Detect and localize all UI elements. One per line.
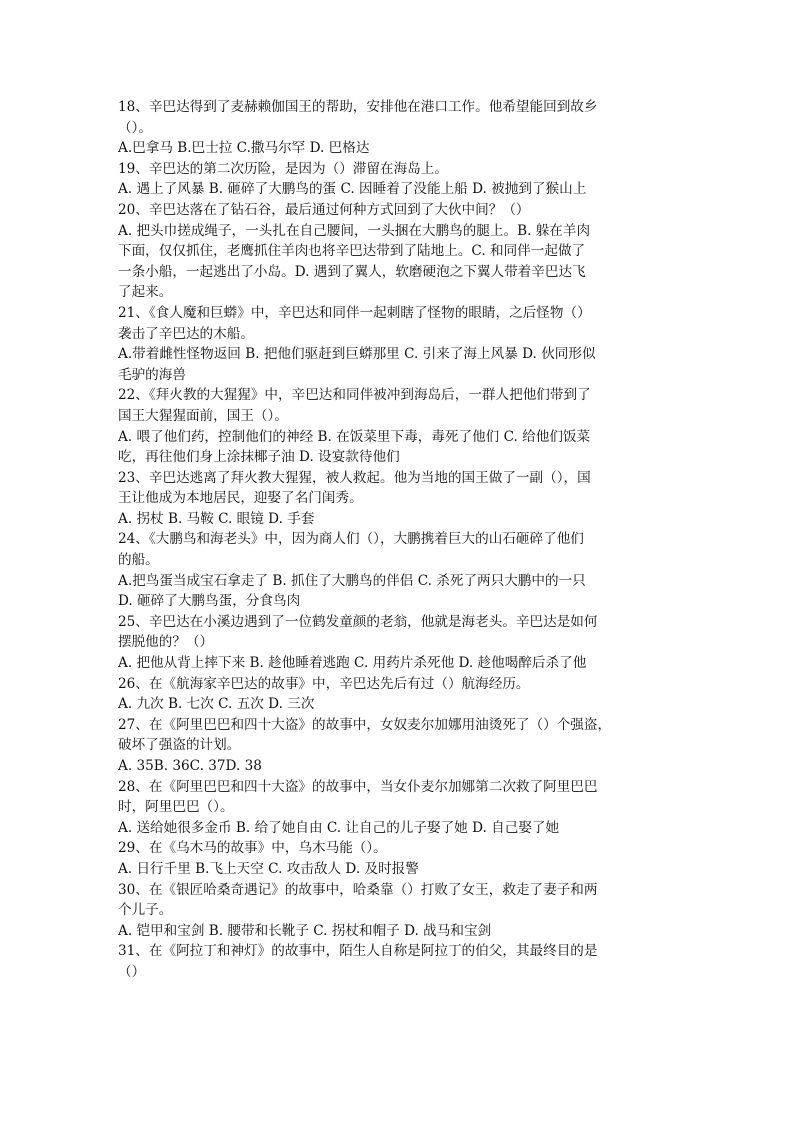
text-line: 袭击了辛巴达的木船。	[118, 325, 254, 342]
text-line: 一条小船，一起逃出了小岛。D. 遇到了翼人，软磨硬泡之下翼人带着辛巴达飞	[118, 263, 586, 280]
text-line: 19、辛巴达的第二次历险，是因为（）滞留在海岛上。	[118, 160, 448, 177]
text-line: 时，阿里巴巴（）。	[118, 799, 234, 816]
text-line: A. 把他从背上摔下来 B. 趁他睡着逃跑 C. 用药片杀死他 D. 趁他喝醉后杀了他	[118, 655, 587, 672]
text-line: 25、辛巴达在小溪边遇到了一位鹤发童颜的老翁，他就是海老头。辛巴达是如何	[118, 613, 598, 630]
text-line: 29、在《乌木马的故事》中，乌木马能（）。	[118, 840, 387, 857]
text-line: 了起来。	[118, 284, 173, 301]
text-line: A. 把头巾搓成绳子，一头扎在自己腰间，一头捆在大鹏鸟的腿上。B. 躲在羊肉	[118, 222, 591, 239]
text-line: 吃，再往他们身上涂抹椰子油 D. 设宴款待他们	[118, 449, 400, 466]
text-line: A.把鸟蛋当成宝石拿走了 B. 抓住了大鹏鸟的伴侣 C. 杀死了两只大鹏中的一只	[118, 572, 586, 589]
text-line: A. 送给她很多金币 B. 给了她自由 C. 让自己的儿子娶了她 D. 自己娶了她	[118, 819, 560, 836]
document-page	[118, 97, 684, 983]
text-line: A.带着雌性怪物返回 B. 把他们驱赶到巨蟒那里 C. 引来了海上风暴 D. 伙同形似	[118, 346, 596, 363]
text-line: 摆脱他的？（）	[118, 634, 214, 651]
text-line: A. 铠甲和宝剑 B. 腰带和长靴子 C. 拐杖和帽子 D. 战马和宝剑	[118, 922, 492, 939]
text-line: 31、在《阿拉丁和神灯》的故事中，陌生人自称是阿拉丁的伯父，其最终目的是	[118, 943, 598, 960]
text-line: 下面，仅仅抓住，老鹰抓住羊肉也将辛巴达带到了陆地上。C. 和同伴一起做了	[118, 243, 586, 260]
text-line: A. 九次 B. 七次 C. 五次 D. 三次	[118, 696, 315, 713]
text-line: （）。	[118, 119, 152, 136]
text-line: 的船。	[118, 552, 159, 569]
text-line: A. 35B. 36C. 37D. 38	[118, 758, 262, 774]
text-line: A. 拐杖 B. 马鞍 C. 眼镜 D. 手套	[118, 510, 315, 527]
text-line: 24、《大鹏鸟和海老头》中，因为商人们（），大鹏携着巨大的山石砸碎了他们	[118, 531, 584, 548]
text-line: 国王大猩猩面前，国王（）。	[118, 407, 288, 424]
text-line: （）	[118, 963, 146, 980]
text-line: 27、在《阿里巴巴和四十大盗》的故事中，女奴麦尔加娜用油烫死了（）个强盗，	[118, 716, 612, 733]
text-line: 20、辛巴达落在了钻石谷，最后通过何种方式回到了大伙中间？（）	[118, 201, 530, 218]
text-line: 18、辛巴达得到了麦赫赖伽国王的帮助，安排他在港口工作。他希望能回到故乡	[118, 99, 598, 115]
text-line: A.巴拿马 B.巴士拉 C.撒马尔罕 D. 巴格达	[118, 140, 370, 157]
text-line: 28、在《阿里巴巴和四十大盗》的故事中，当女仆麦尔加娜第二次救了阿里巴巴	[118, 778, 598, 795]
text-line: 26、在《航海家辛巴达的故事》中，辛巴达先后有过（）航海经历。	[118, 675, 530, 692]
text-line: 23、辛巴达逃离了拜火教大猩猩，被人救起。他为当地的国王做了一副（），国	[118, 469, 591, 486]
text-line: 22、《拜火教的大猩猩》中，辛巴达和同伴被冲到海岛后，一群人把他们带到了	[118, 387, 591, 404]
text-line: D. 砸碎了大鹏鸟蛋，分食鸟肉	[118, 593, 301, 610]
text-line: 21、《食人魔和巨蟒》中，辛巴达和同伴一起刺瞎了怪物的眼睛，之后怪物（）	[118, 304, 591, 321]
text-line: A. 遇上了风暴 B. 砸碎了大鹏鸟的蛋 C. 因睡着了没能上船 D. 被抛到了猴山上	[118, 181, 587, 198]
text-line: 30、在《银匠哈桑奇遇记》的故事中，哈桑靠（）打败了女王，救走了妻子和两	[118, 881, 598, 898]
text-line: A. 日行千里 B.飞上天空 C. 攻击敌人 D. 及时报警	[118, 860, 419, 877]
text-line: 毛驴的海兽	[118, 366, 186, 383]
text-line: 破坏了强盗的计划。	[118, 737, 241, 754]
text-line: 王让他成为本地居民，迎娶了名门闺秀。	[118, 490, 363, 507]
text-line: A. 喂了他们药，控制他们的神经 B. 在饭菜里下毒，毒死了他们 C. 给他们饭菜	[118, 428, 591, 445]
text-line: 个儿子。	[118, 902, 173, 919]
